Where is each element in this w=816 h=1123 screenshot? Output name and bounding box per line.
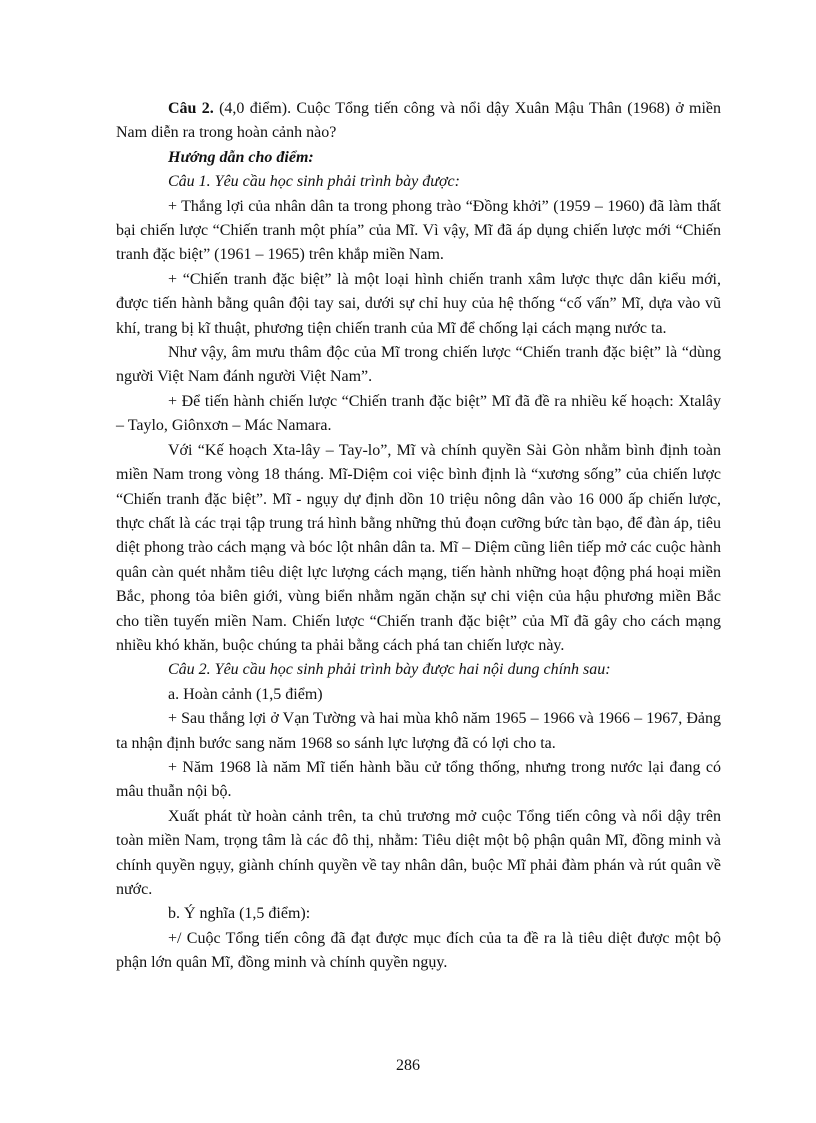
answer-1-paragraph: + “Chiến tranh đặc biệt” là một loại hình chiến tranh xâm lược thực dân kiểu mới, được tiến hành bằng quân đội tay sai, dưới sự chỉ huy của hệ thống “cố vấn” Mĩ, dựa vào vũ khí, trang bị kĩ thuật, phương tiện chiến tranh của Mĩ để chống lại cách mạng nước ta. [116, 270, 721, 337]
answer-1-heading: Câu 1. Yêu cầu học sinh phải trình bày được: [168, 173, 460, 191]
answer-2a-label: a. Hoàn cảnh (1,5 điểm) [168, 685, 323, 703]
answer-1-paragraph: + Thắng lợi của nhân dân ta trong phong trào “Đồng khởi” (1959 – 1960) đã làm thất bại chiến lược “Chiến tranh một phía” của Mĩ. Vì vậy, Mĩ đã áp dụng chiến lược mới “Chiến tranh đặc biệt” (1961 – 1965) trên khắp miền Nam. [116, 197, 721, 264]
question-2-text: (4,0 điểm). Cuộc Tổng tiến công và nổi dậy Xuân Mậu Thân (1968) ở miền Nam diễn ra trong hoàn cảnh nào? [116, 100, 722, 142]
grading-guide-heading: Hướng dẫn cho điểm: [168, 148, 314, 166]
answer-2b-paragraph: +/ Cuộc Tổng tiến công đã đạt được mục đích của ta đề ra là tiêu diệt được một bộ phận lớn quân Mĩ, đồng minh và chính quyền ngụy. [116, 929, 721, 972]
answer-2a-paragraph: + Sau thắng lợi ở Vạn Tường và hai mùa khô năm 1965 – 1966 và 1966 – 1967, Đảng ta nhận định bước sang năm 1968 so sánh lực lượng đã có lợi cho ta. [116, 710, 721, 752]
answer-2b-label: b. Ý nghĩa (1,5 điểm): [168, 905, 311, 923]
answer-2-heading: Câu 2. Yêu cầu học sinh phải trình bày được hai nội dung chính sau: [168, 661, 611, 679]
answer-1-paragraph: + Để tiến hành chiến lược “Chiến tranh đặc biệt” Mĩ đã đề ra nhiều kế hoạch: Xtalây – Taylo, Giônxơn – Mác Namara. [116, 392, 721, 435]
answer-1-paragraph: Với “Kế hoạch Xta-lây – Tay-lo”, Mĩ và chính quyền Sài Gòn nhằm bình định toàn miền Nam trong vòng 18 tháng. Mĩ-Diệm coi việc bình định là “xương sống” của chiến lược “Chiến tranh đặc biệt”. Mĩ - ngụy dự định dồn 10 triệu nông dân vào 16 000 ấp chiến lược, thực chất là các trại tập trung trá hình bằng những thủ đoạn cưỡng bức tàn bạo, để đàn áp, tiêu diệt phong trào cách mạng và bóc lột nhân dân ta. Mĩ – Diệm cũng liên tiếp mở các cuộc hành quân càn quét nhằm tiêu diệt lực lượng cách mạng, tiến hành những hoạt động phá hoại miền Bắc, phong tỏa biên giới, vùng biển nhằm ngăn chặn sự chi viện của hậu phương miền Bắc cho tiền tuyến miền Nam. Chiến lược “Chiến tranh đặc biệt” của Mĩ đã gây cho cách mạng nhiều khó khăn, buộc chúng ta phải bằng cách phá tan chiến lược này. [116, 441, 721, 654]
answer-2a-paragraph: + Năm 1968 là năm Mĩ tiến hành bầu cử tổng thống, nhưng trong nước lại đang có mâu thuẫn nội bộ. [116, 758, 721, 801]
document-page [116, 97, 721, 976]
page-number: 286 [396, 1057, 420, 1074]
answer-1-paragraph: Như vậy, âm mưu thâm độc của Mĩ trong chiến lược “Chiến tranh đặc biệt” là “dùng người Việt Nam đánh người Việt Nam”. [116, 344, 721, 386]
question-2-title [116, 97, 721, 146]
question-2-label: Câu 2. [168, 100, 214, 117]
answer-2a-paragraph: Xuất phát từ hoàn cảnh trên, ta chủ trương mở cuộc Tổng tiến công và nổi dậy trên toàn miền Nam, trọng tâm là các đô thị, nhằm: Tiêu diệt một bộ phận quân Mĩ, đồng minh và chính quyền ngụy, giành chính quyền về tay nhân dân, buộc Mĩ phải đàm phán và rút quân về nước. [116, 807, 721, 898]
